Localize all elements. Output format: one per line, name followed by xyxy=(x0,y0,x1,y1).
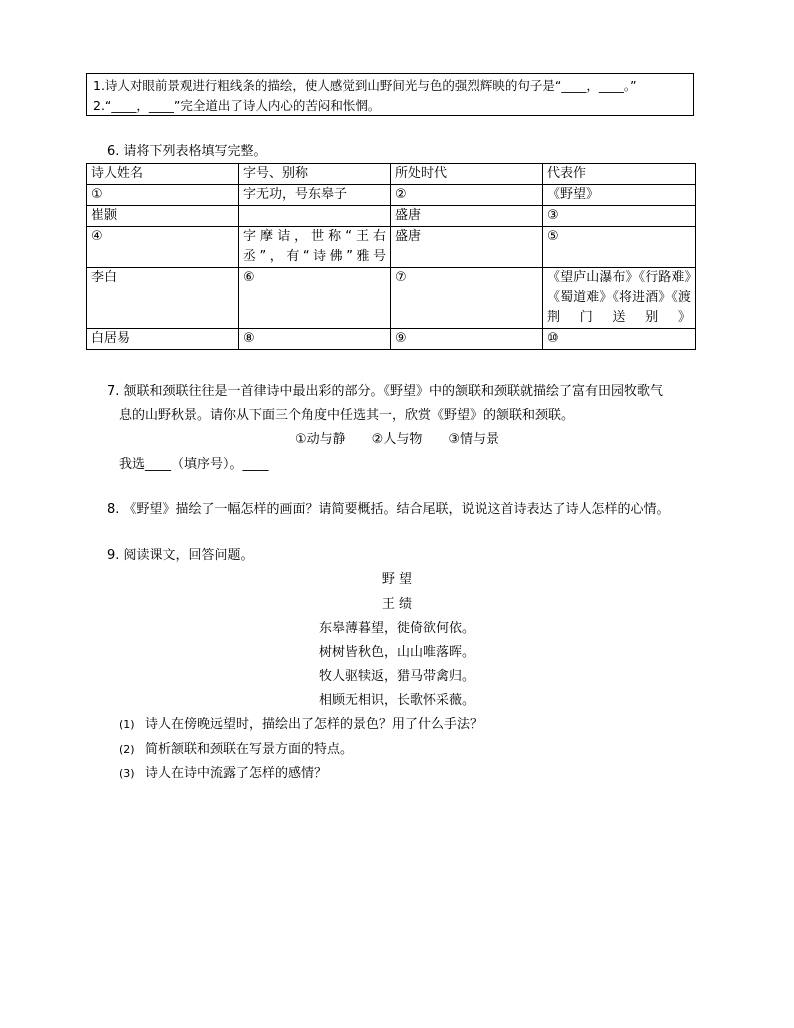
header-cell: 代表作 xyxy=(543,164,696,185)
poem-line: 树树皆秋色，山山唯落晖。 xyxy=(318,645,475,660)
sub-question-number: (2) xyxy=(119,743,135,756)
sub-question-number: (1) xyxy=(119,718,135,731)
table-row xyxy=(87,268,696,329)
table-cell: ⑩ xyxy=(543,329,696,350)
table-cell xyxy=(239,206,391,227)
sub-question-text: 简析颔联和颈联在写景方面的特点。 xyxy=(145,742,354,757)
sub-question-number: (3) xyxy=(119,767,135,780)
table-row xyxy=(87,329,696,350)
table-cell: ③ xyxy=(543,206,696,227)
table-cell: 李白 xyxy=(87,268,239,329)
header-cell: 诗人姓名 xyxy=(87,164,239,185)
question-box xyxy=(86,73,694,116)
table-cell: ⑧ xyxy=(239,329,391,350)
table-cell: ④ xyxy=(87,227,239,268)
table-cell: 字摩诘，世称“王右丞”，有“诗佛”雅号 xyxy=(239,227,391,268)
table-cell: ⑦ xyxy=(391,268,543,329)
table-cell: 白居易 xyxy=(87,329,239,350)
poem-author: 王 绩 xyxy=(381,597,413,612)
sub-question xyxy=(119,764,327,784)
table-row xyxy=(87,185,696,206)
sub-question-text: 诗人在傍晚远望时，描绘出了怎样的景色？用了什么手法？ xyxy=(145,717,484,732)
table-row xyxy=(87,227,696,268)
table-cell: 《野望》 xyxy=(543,185,696,206)
table-cell: 字无功，号东皋子 xyxy=(239,185,391,206)
table-cell: ⑤ xyxy=(543,227,696,268)
sub-question xyxy=(119,740,353,760)
box-line-2: 2.“____，____”完全道出了诗人内心的苦闷和怅惘。 xyxy=(93,98,381,113)
sub-question-text: 诗人在诗中流露了怎样的感情？ xyxy=(145,766,328,781)
q7-line-2: 息的山野秋景。请你从下面三个角度中任选其一，欣赏《野望》的颔联和颈联。 xyxy=(119,408,575,423)
table-cell: 《望庐山瀑布》《行路难》《蜀道难》《将进酒》《渡荆门送别》 xyxy=(543,268,696,329)
header-cell: 所处时代 xyxy=(391,164,543,185)
q9-label: 9. 阅读课文，回答问题。 xyxy=(107,548,254,563)
poet-table xyxy=(86,163,696,350)
q8-text: 8. 《野望》描绘了一幅怎样的画面？请简要概括。结合尾联，说说这首诗表达了诗人怎样的心情。 xyxy=(107,502,670,517)
box-line-1: 1.诗人对眼前景观进行粗线条的描绘，使人感觉到山野间光与色的强烈辉映的句子是“____，____。” xyxy=(93,78,637,93)
poem-title: 野 望 xyxy=(381,572,413,587)
header-cell: 字号、别称 xyxy=(239,164,391,185)
table-row xyxy=(87,206,696,227)
table-cell: ① xyxy=(87,185,239,206)
poem-line: 相顾无相识，长歌怀采薇。 xyxy=(318,693,475,708)
table-cell: ② xyxy=(391,185,543,206)
table-cell: 崔颢 xyxy=(87,206,239,227)
table-cell: ⑥ xyxy=(239,268,391,329)
poem-line: 牧人驱犊返，猎马带禽归。 xyxy=(318,669,475,684)
q7-options: ①动与静 ②人与物 ③情与景 xyxy=(295,432,499,447)
q6-label: 6. 请将下列表格填写完整。 xyxy=(107,144,267,159)
table-cell: 盛唐 xyxy=(391,206,543,227)
q7-answer: 我选____（填序号）。____ xyxy=(119,457,269,472)
sub-question xyxy=(119,715,483,735)
table-cell: 盛唐 xyxy=(391,227,543,268)
table-header-row xyxy=(87,164,696,185)
poem-line: 东皋薄暮望，徙倚欲何依。 xyxy=(318,621,475,636)
q7-line-1: 7. 颔联和颈联往往是一首律诗中最出彩的部分。《野望》中的颔联和颈联就描绘了富有田园牧歌气 xyxy=(107,384,664,399)
table-cell: ⑨ xyxy=(391,329,543,350)
